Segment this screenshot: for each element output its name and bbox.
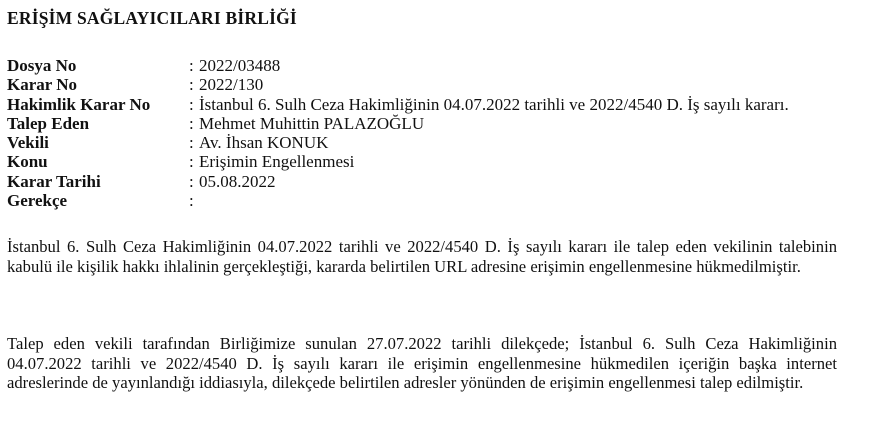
body-paragraph: Talep eden vekili tarafından Birliğimize sunulan 27.07.2022 tarihli dilekçede; İstanbul 6. Sulh Ceza Hakimliğinin 04.07.2022 tarihli ve 2022/4540 D. İş sayılı kararı ile erişimin engellenmesine hükmedilen içeriğin başka internet adreslerinde de yayınlandığı iddiasıyla, dilekçede belirtilen adresler yönünden de erişimin engellenmesi talep edilmiştir. bbox=[7, 334, 837, 392]
meta-separator: : bbox=[189, 191, 194, 211]
meta-label: Hakimlik Karar No bbox=[7, 94, 151, 114]
meta-label: Dosya No bbox=[7, 56, 77, 75]
body-paragraph: İstanbul 6. Sulh Ceza Hakimliğinin 04.07.2022 tarihli ve 2022/4540 D. İş sayılı kararı ile talep eden vekilinin talebinin kabulü ile kişilik hakkı ihlalinin gerçekleştiği, kararda belirtilen URL adresine erişimin engellenmesine hükmedilmiştir. bbox=[7, 237, 837, 276]
meta-separator: : bbox=[189, 152, 194, 172]
meta-row-subject bbox=[7, 152, 867, 171]
meta-separator: : bbox=[189, 113, 194, 133]
meta-label: Karar Tarihi bbox=[7, 171, 101, 191]
meta-value: Erişimin Engellenmesi bbox=[199, 152, 355, 172]
meta-separator: : bbox=[189, 75, 194, 95]
organization-title: ERİŞİM SAĞLAYICILARI BİRLİĞİ bbox=[7, 8, 297, 28]
meta-label: Vekili bbox=[7, 133, 49, 153]
meta-row-decision-no bbox=[7, 75, 867, 94]
meta-separator: : bbox=[189, 94, 194, 114]
meta-label: Gerekçe bbox=[7, 191, 68, 211]
meta-separator: : bbox=[189, 171, 194, 191]
meta-row-file-no bbox=[7, 56, 867, 75]
meta-value: 2022/03488 bbox=[199, 56, 281, 75]
meta-value: Mehmet Muhittin PALAZOĞLU bbox=[199, 113, 425, 133]
meta-value: İstanbul 6. Sulh Ceza Hakimliğinin 04.07.2022 tarihli ve 2022/4540 D. İş sayılı kararı. bbox=[199, 94, 789, 114]
meta-separator: : bbox=[189, 56, 194, 75]
meta-row-court-decision-no bbox=[7, 95, 867, 114]
meta-label: Karar No bbox=[7, 75, 78, 95]
meta-label: Talep Eden bbox=[7, 113, 90, 133]
meta-value: 2022/130 bbox=[199, 75, 264, 95]
meta-label: Konu bbox=[7, 152, 48, 172]
meta-separator: : bbox=[189, 133, 194, 153]
meta-value: 05.08.2022 bbox=[199, 171, 276, 191]
meta-row-attorney bbox=[7, 133, 867, 152]
case-metadata bbox=[7, 56, 867, 210]
meta-row-justification bbox=[7, 191, 867, 210]
meta-value: Av. İhsan KONUK bbox=[199, 133, 329, 153]
meta-row-requester bbox=[7, 114, 867, 133]
meta-row-decision-date bbox=[7, 172, 867, 191]
